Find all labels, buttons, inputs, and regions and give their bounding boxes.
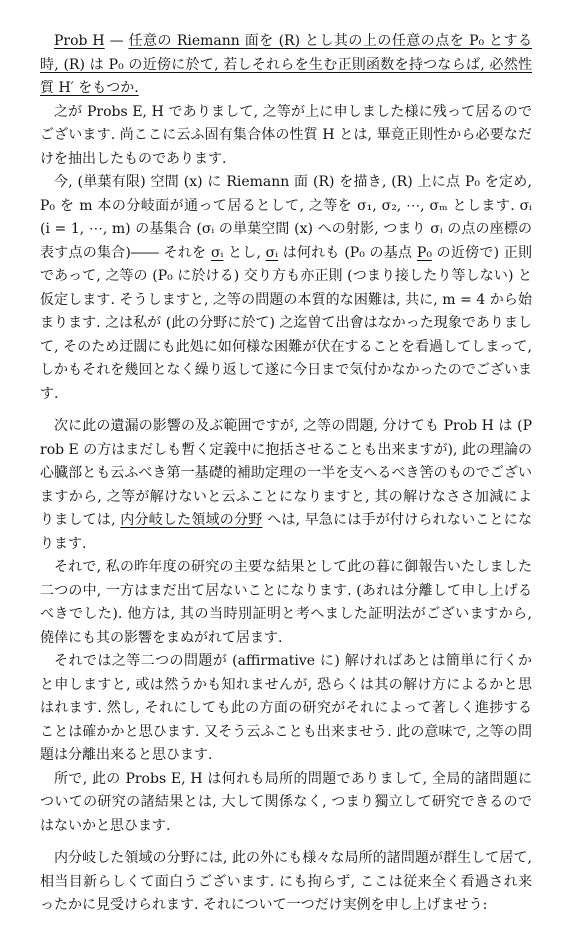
paragraph-text: は何れも (P₀ の基点: [278, 244, 417, 261]
paragraph-p6: [40, 768, 532, 839]
paragraph-text: へは, 早急には手が付けられないことになります.: [40, 512, 533, 552]
problem-text: 任意の Riemann 面を (R) とし其の上の任意の点を P₀ とする時, (R) は P₀ の近傍に於て, 若しそれらを生む正則函数を持つならば, 必然性質 H′ をもつか.: [40, 33, 533, 96]
underlined-term: σᵢ: [210, 244, 224, 261]
paragraph-p1: [40, 101, 532, 172]
body-paragraphs: [40, 101, 532, 918]
problem-label: Prob H: [54, 33, 105, 49]
paragraph-text: 今, (単葉有限) 空間 (x) に Riemann 面 (R) を描き, (R) 上に点 P₀ を定め, P₀ を m 本の分岐面が通って居るとして, 之等を σ₁, σ₂, ⋯, σₘ とします. σᵢ (i = 1, ⋯, m) の基集合 (σᵢ の単葉空間 (x) への射影, つまり σᵢ の点の座標の表す点の集合)―― それを: [40, 174, 532, 261]
paragraph-p3: [40, 415, 532, 556]
paragraph-text: 所で, 此の Probs E, H は何れも局所的問題でありまして, 全局的諸問題についての研究の諸結果とは, 大して関係なく, つまり獨立して研究できるのではないかと思ひます.: [40, 770, 532, 834]
paragraph-text: それでは之等二つの問題が (affirmative に) 解ければあとは簡単に行くかと申しますと, 或は然うかも知れませんが, 恐らくは其の解け方によるかと思はれます. 然し, それにしても此の方面の研究がそれによって著しく進捗することは確かかと思ひます. 又そう云ふことも出来ませう. 此の意味で, 之等の問題は分離出来ると思ひます.: [40, 653, 532, 763]
underlined-term: P₀: [416, 244, 432, 261]
paragraph-p2: [40, 171, 532, 406]
paragraph-p4: [40, 556, 532, 650]
paragraph-text: 次に此の遺漏の影響の及ぶ範囲ですが, 之等の問題, 分けても Prob H は (Prob E の方はまだしも暫く定義中に抱括させることも出来ますが), 此の理論の心臓部とも云ふべき第一基礎的補助定理の一半を支へるべき筈のものでございますから, 之等が解けないと云ふことになりますと, 其の解けなささ加減によりましては,: [40, 418, 532, 528]
paragraph-text: 内分岐した領域の分野には, 此の外にも様々な局所的諸問題が群生して居て, 相当目新らしくて面白うございます. にも拘らず, ここは従来全く看過され来ったかに見受けられます. それについて一つだけ実例を申し上げませう:: [40, 850, 532, 913]
paragraph-p5: [40, 650, 532, 768]
paragraph-text: とし,: [223, 244, 266, 261]
paragraph-text: の近傍で) 正則であって, 之等の (P₀ に於ける) 交り方も亦正則 (つまり接したり等しない) と仮定します. そうしますと, 之等の問題の本質的な困難は, 共に, m = 4 から始まります. 之は私が (此の分野に於て) 之迄曽て出會はなかった現象でありまして, そのため迂闊にも此処に如何様な困難が伏在することを看過してしまって, しかもそれを幾回となく繰り返して遂に今日まで気付かなかったのでございます.: [40, 244, 532, 402]
paragraph-text: それで, 私の昨年度の研究の主要な結果として此の暮に御報告いたしました二つの中, 一方はまだ出て居ないことになります. (あれは分離して申し上げるべきでした). 他方は, 其の当時別証明と考へました証明法がございますから, 僥倖にも其の影響をまぬがれて居ます.: [40, 559, 532, 646]
paragraph-p7: [40, 847, 532, 918]
problem-dash: —: [104, 33, 129, 49]
underlined-term: 内分岐した領域の分野: [120, 512, 263, 528]
problem-statement: [40, 30, 532, 101]
underlined-term: σᵢ: [265, 244, 279, 261]
paragraph-text: 之が Probs E, H でありまして, 之等が上に申しました様に残って居るのでございます. 尚ここに云ふ固有集合体の性質 H とは, 畢竟正則性から必要なだけを抽出したものであります.: [40, 103, 532, 167]
